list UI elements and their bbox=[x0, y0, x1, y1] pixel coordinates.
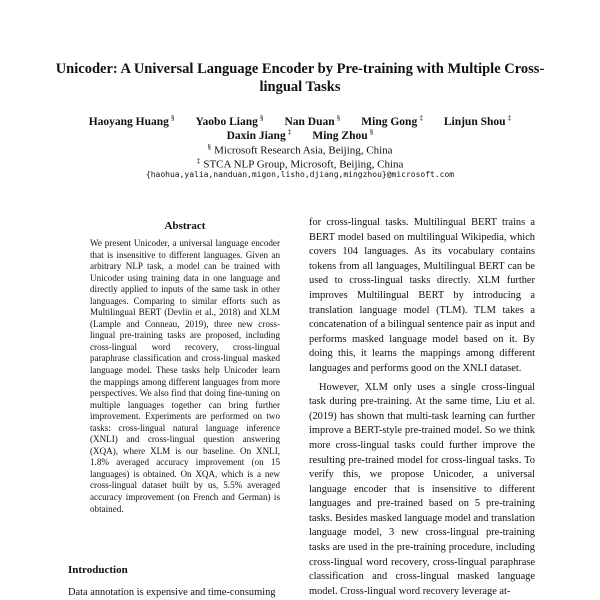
affiliation-text: STCA NLP Group, Microsoft, Beijing, China bbox=[203, 158, 404, 171]
introduction-heading: Introduction bbox=[68, 564, 128, 576]
author-name: Nan Duan bbox=[284, 115, 335, 128]
affiliation bbox=[30, 154, 570, 172]
author-affiliation-mark: § bbox=[336, 113, 341, 122]
abstract-text: We present Unicoder, a universal language encoder that is insensitive to different languages. Given an arbitrary NLP task, a model can be trained with Unicoder using training data in one language and directly applied to inputs of the same task in other languages. Comparing to similar efforts such as Multilingual BERT (Devlin et al., 2018) and XLM (Lample and Conneau, 2019), three new cross-lingual pre-training tasks are proposed, including cross-lingual word recovery, cross-lingual paraphrase classification and cross-lingual masked language model. These tasks help Unicoder learn the mappings among different languages from more perspectives. We also find that doing fine-tuning on multiple languages together can bring further improvement. Experiments are performed on two tasks: cross-lingual natural language inference (XNLI) and cross-lingual question answering (XQA), where XLM is our baseline. On XNLI, 1.8% averaged accuracy improvement (on 15 languages) is obtained. On XQA, which is a new cross-lingual dataset built by us, 5.5% averaged accuracy improvement (on French and German) is obtained. bbox=[90, 238, 280, 514]
abstract-heading: Abstract bbox=[164, 220, 206, 232]
introduction-text: Data annotation is expensive and time-consuming bbox=[68, 587, 276, 598]
affiliation-mark: § bbox=[207, 142, 212, 151]
affiliation-text: Microsoft Research Asia, Beijing, China bbox=[214, 144, 393, 157]
author-affiliation-mark: ‡ bbox=[507, 113, 512, 122]
author-affiliation-mark: ‡ bbox=[287, 127, 292, 136]
author-name: Yaobo Liang bbox=[195, 115, 258, 128]
body-paragraph: for cross-lingual tasks. Multilingual BERT trains a BERT model based on multilingual Wikipedia, which covers 104 languages. As its vocabulary contains tokens from all languages, Multilingual BERT can be used to cross-lingual tasks directly. XLM further improves Multilingual BERT by introducing a translation language model (TLM). TLM takes a concatenation of a bilingual sentence pair as input and performs masked language model based on it. By doing this, it learns the mappings among different languages and performs good on the XNLI dataset. bbox=[309, 217, 535, 374]
author-emails: {haohua,yalia,nanduan,migon,lisho,djiang,mingzhou}@microsoft.com bbox=[145, 170, 455, 179]
author-affiliation-mark: ‡ bbox=[419, 113, 423, 122]
right-column bbox=[309, 216, 535, 599]
affiliation-mark: ‡ bbox=[196, 156, 201, 165]
author-affiliation-mark: § bbox=[170, 113, 175, 122]
author-name: Linjun Shou bbox=[443, 115, 506, 128]
author-name: Ming Gong bbox=[361, 115, 418, 128]
paper-title: Unicoder: A Universal Language Encoder by Pre-training with Multiple Cross-lingual Tasks bbox=[55, 61, 545, 95]
author-name: Daxin Jiang bbox=[226, 129, 286, 142]
author-name: Ming Zhou bbox=[312, 129, 368, 142]
author-affiliation-mark: § bbox=[369, 127, 374, 136]
author-affiliation-mark: § bbox=[259, 113, 264, 122]
author-name: Haoyang Huang bbox=[88, 115, 169, 128]
body-paragraph: However, XLM only uses a single cross-lingual task during pre-training. At the same time, Liu et al. (2019) has shown that multi-task learning can further improve a BERT-style pre-trained model. So we think more cross-lingual tasks could further improve the resulting pre-trained model for cross-lingual tasks. To verify this, we propose Unicoder, a universal language encoder that is insensitive to different languages and pre-trained based on 5 pre-training tasks. Besides masked language model and translation language model, 3 new cross-lingual pre-training tasks are used in the pre-training procedure, including cross-lingual word recovery, cross-lingual paraphrase classification and cross-lingual masked language model. Cross-lingual word recovery leverage at- bbox=[309, 381, 535, 597]
